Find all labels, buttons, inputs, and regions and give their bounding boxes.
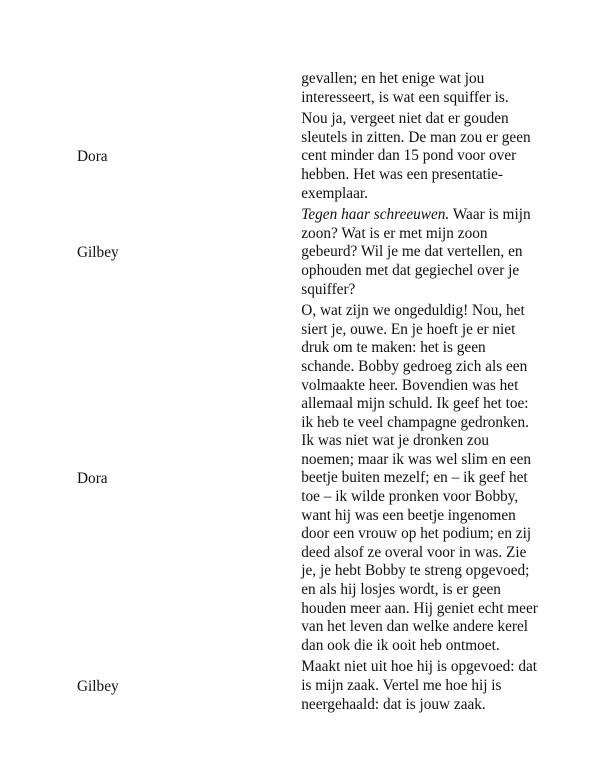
dialogue-text: Waar is mijn zoon? Wat is er met mijn zoon gebeurd? Wil je me dat vertellen, en ophouden met dat gegiechel over je squiffer? (301, 206, 531, 298)
dialogue-row (70, 657, 540, 716)
speaker-name: Gilbey (77, 243, 119, 261)
dialogue-text: Maakt niet uit hoe hij is opgevoed: dat is mijn zaak. Vertel me hoe hij is neergehaald: dat is jouw zaak. (301, 658, 538, 713)
dialogue-row (70, 109, 540, 205)
dialogue-text-with-stage-direction (301, 205, 540, 301)
stage-direction: Tegen haar schreeuwen. (301, 206, 450, 224)
dialogue-table (70, 69, 540, 716)
dialogue-text: gevallen; en het enige wat jou interesseert, is wat een squiffer is. (301, 70, 509, 106)
dialogue-text: O, wat zijn we ongeduldig! Nou, het siert je, ouwe. En je hoeft je er niet druk om te maken: het is geen schande. Bobby gedroeg zich als een volmaakte heer. Bovendien was het allemaal mijn schuld. Ik geef het toe: ik heb te veel champagne gedronken. Ik was niet wat je dronken zou noemen; maar ik was wel slim en een beetje buiten mezelf; en – ik geef het toe – ik wilde pronken voor Bobby, want hij was een beetje ingenomen door een vrouw op het podium; en zij deed alsof ze overal voor in was. Zie je, je hebt Bobby te streng opgevoed; en als hij losjes wordt, is er geen houden meer aan. Hij geniet echt meer van het leven dan welke andere kerel dan ook die ik ooit heb ontmoet. (301, 302, 538, 654)
speaker-name: Gilbey (77, 677, 119, 695)
dialogue-text: Nou ja, vergeet niet dat er gouden sleutels in zitten. De man zou er geen cent minder dan 15 pond voor over hebben. Het was een presentatie-exemplaar. (301, 110, 531, 202)
speaker-name (70, 69, 301, 109)
dialogue-row (70, 69, 540, 109)
speaker-name: Dora (77, 469, 108, 487)
dialogue-row (70, 301, 540, 657)
dialogue-row (70, 205, 540, 301)
speaker-name: Dora (77, 147, 108, 165)
